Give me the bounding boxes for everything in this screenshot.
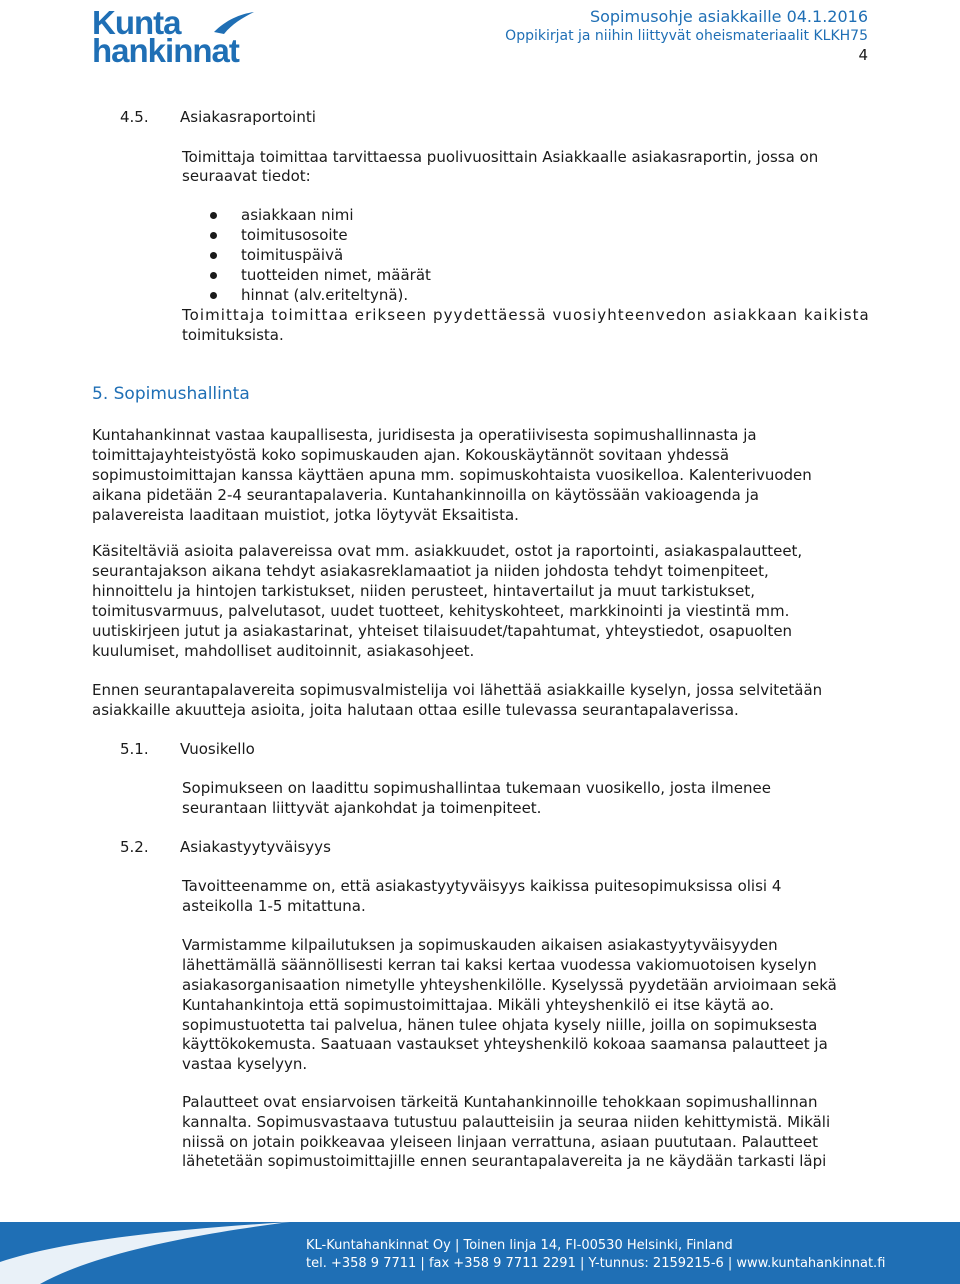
s52-p1-line: asteikolla 1-5 mitattuna. [182, 897, 366, 915]
section-4-5-number: 4.5. [120, 108, 149, 126]
bullet-item: toimituspäivä [241, 246, 344, 264]
section-5-1-heading: Vuosikello [180, 740, 255, 758]
s52-p2-line: Kuntahankintoja että sopimustoimittajaa. Mikäli yhteyshenkilö ei itse käytä ao. [182, 996, 774, 1014]
page-number: 4 [858, 46, 868, 64]
logo-swoosh-icon [212, 10, 256, 38]
s45-outro-line: toimituksista. [182, 326, 284, 344]
s5-p1-line: palavereista laaditaan muistiot, jotka löytyvät Eksaitista. [92, 506, 519, 524]
logo-text-line1: Kunta [92, 4, 181, 41]
footer-contact-line: tel. +358 9 7711 | fax +358 9 7711 2291 | Y-tunnus: 2159215-6 | www.kuntahankinnat.fi [306, 1256, 886, 1271]
s5-p3-line: asiakkaille akuutteja asioita, joita halutaan ottaa esille tulevassa seurantapalaverissa. [92, 701, 739, 719]
s5-p1-line: sopimustoimittajan kanssa käyttäen apuna mm. sopimuskohtaista vuosikelloa. Kalenterivuoden [92, 466, 812, 484]
s5-p2-line: hinnoittelu ja hintojen tarkistukset, niiden perusteet, hintavertailut ja muut tarkistukset, [92, 582, 755, 600]
section-5-1-number: 5.1. [120, 740, 149, 758]
s5-p3-line: Ennen seurantapalavereita sopimusvalmistelija voi lähettää asiakkaille kyselyn, jossa selvitetään [92, 681, 823, 699]
bullet-item: asiakkaan nimi [241, 206, 354, 224]
s52-p3-line: niissä on jotain poikkeavaa yleiseen linjaan verrattuna, asiaan puututaan. Palautteet [182, 1133, 819, 1151]
document-subtitle: Oppikirjat ja niihin liittyvät oheismateriaalit KLKH75 [505, 28, 868, 44]
s52-p2-line: vastaa kyselyyn. [182, 1055, 308, 1073]
s52-p2-line: käyttökokemusta. Saatuaan vastaukset yhteyshenkilö kokoaa saamansa palautteet ja [182, 1035, 828, 1053]
s5-p1-line: Kuntahankinnat vastaa kaupallisesta, juridisesta ja operatiivisesta sopimushallinnasta ja [92, 426, 757, 444]
bullet-dot [210, 272, 217, 279]
s52-p1-line: Tavoitteenamme on, että asiakastyytyväisyys kaikissa puitesopimuksissa olisi 4 [182, 877, 782, 895]
s5-p2-line: kuulumiset, mahdolliset auditoinnit, asiakasohjeet. [92, 642, 475, 660]
s5-p1-line: aikana pidetään 2-4 seurantapalaveria. Kuntahankinnoilla on käytössään vakioagenda ja [92, 486, 759, 504]
kuntahankinnat-logo [92, 4, 262, 70]
page-footer [0, 1222, 960, 1284]
bullet-item: toimitusosoite [241, 226, 348, 244]
section-4-5-heading: Asiakasraportointi [180, 108, 316, 126]
s5-p2-line: uutiskirjeen jutut ja asiakastarinat, yhteiset tilaisuudet/tapahtumat, yhteystiedot, osapuolten [92, 622, 793, 640]
s52-p2-line: Varmistamme kilpailutuksen ja sopimuskauden aikaisen asiakastyytyväisyyden [182, 936, 778, 954]
s52-p3-line: kannalta. Sopimusvastaava tutustuu palautteisiin ja seuraa niiden kehittymistä. Mikäli [182, 1113, 831, 1131]
section-5-2-heading: Asiakastyytyväisyys [180, 838, 331, 856]
s52-p2-line: asiakasorganisaation nimetylle yhteyshenkilölle. Kyselyssä pyydetään arvioimaan sekä [182, 976, 837, 994]
footer-swoosh-icon [0, 1222, 290, 1284]
s52-p3-line: lähetetään sopimustoimittajille ennen seurantapalavereita ja ne käydään tarkasti läpi [182, 1152, 827, 1170]
bullet-dot [210, 232, 217, 239]
s52-p2-line: lähettämällä säännöllisesti kerran tai kaksi kertaa vuodessa vakiomuotoisen kyselyn [182, 956, 817, 974]
bullet-item: tuotteiden nimet, määrät [241, 266, 431, 284]
logo-text-line2: hankinnat [92, 32, 239, 69]
s52-p2-line: sopimustuotetta tai palvelua, hänen tulee ohjata kysely niille, joilla on sopimuksesta [182, 1016, 818, 1034]
s5-p2-line: seurantajakson aikana tehdyt asiakasreklamaatiot ja niiden johdosta tehdyt toimenpiteet, [92, 562, 769, 580]
section-5-heading: 5. Sopimushallinta [92, 384, 250, 404]
footer-company-line: KL-Kuntahankinnat Oy | Toinen linja 14, FI-00530 Helsinki, Finland [306, 1238, 733, 1253]
s5-p1-line: toimittajayhteistyöstä koko sopimuskauden ajan. Kokouskäytännöt sovitaan yhdessä [92, 446, 730, 464]
s5-p2-line: toimitusvarmuus, palvelutasot, uudet tuotteet, kehityskohteet, markkinointi ja viestintä mm. [92, 602, 790, 620]
s51-line: Sopimukseen on laadittu sopimushallintaa tukemaan vuosikello, josta ilmenee [182, 779, 771, 797]
bullet-item: hinnat (alv.eriteltynä). [241, 286, 409, 304]
bullet-dot [210, 212, 217, 219]
s52-p3-line: Palautteet ovat ensiarvoisen tärkeitä Kuntahankinnoille tehokkaan sopimushallinnan [182, 1093, 818, 1111]
s51-line: seurantaan liittyvät ajankohdat ja toimenpiteet. [182, 799, 542, 817]
s45-intro-line: seuraavat tiedot: [182, 167, 311, 185]
s45-intro-line: Toimittaja toimittaa tarvittaessa puolivuosittain Asiakkaalle asiakasraportin, jossa on [182, 148, 819, 166]
section-5-2-number: 5.2. [120, 838, 149, 856]
document-title: Sopimusohje asiakkaille 04.1.2016 [589, 7, 868, 26]
bullet-dot [210, 292, 217, 299]
s45-outro-line: Toimittaja toimittaa erikseen pyydettäessä vuosiyhteenvedon asiakkaan kaikista [182, 306, 870, 324]
s5-p2-line: Käsiteltäviä asioita palavereissa ovat mm. asiakkuudet, ostot ja raportointi, asiakaspalautteet, [92, 542, 803, 560]
bullet-dot [210, 252, 217, 259]
